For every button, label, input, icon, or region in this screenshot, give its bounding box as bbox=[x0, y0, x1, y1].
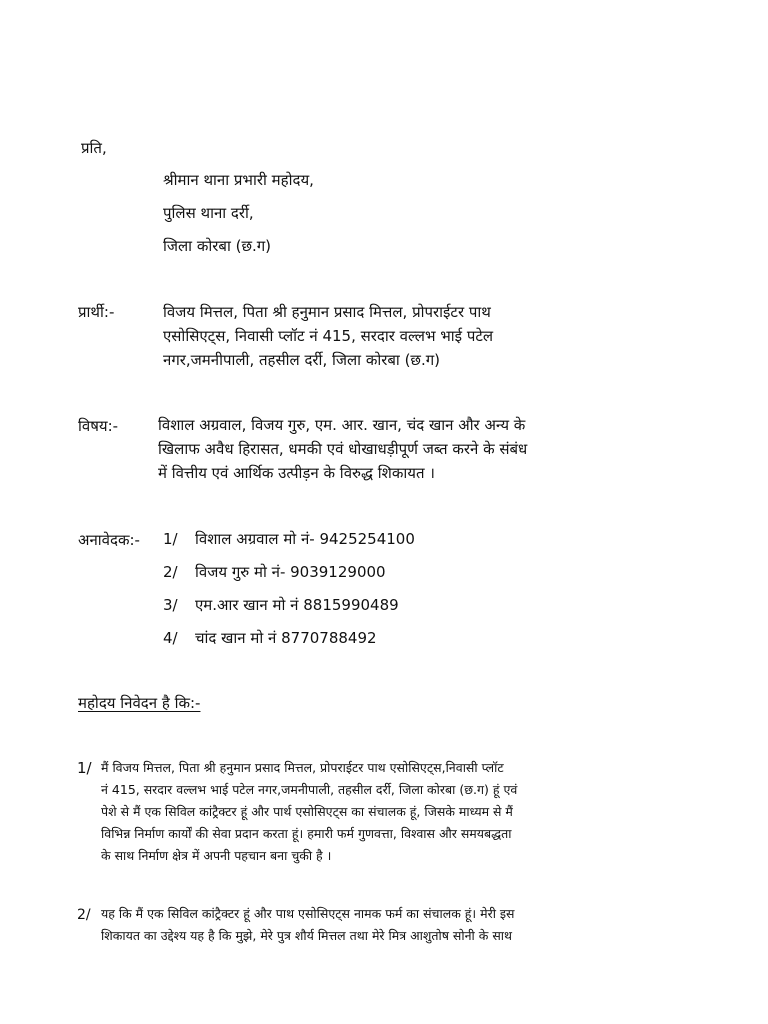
paragraph-line: शिकायत का उद्देश्य यह है कि मुझे, मेरे पुत्र शौर्य मित्तल तथा मेरे मित्र आशुतोष सोनी के साथ bbox=[101, 928, 513, 943]
address-line: पुलिस थाना दर्री, bbox=[163, 204, 254, 222]
respondent-number: 2/ bbox=[163, 563, 178, 581]
applicant-details bbox=[163, 300, 493, 372]
respondent-number: 3/ bbox=[163, 596, 178, 614]
paragraph-number: 2/ bbox=[77, 907, 91, 923]
recipient-address bbox=[163, 168, 314, 267]
respondent-item bbox=[163, 626, 415, 659]
subject-line: में वित्तीय एवं आर्थिक उत्पीड़न के विरुद्ध शिकायत । bbox=[158, 464, 435, 482]
paragraph-1 bbox=[101, 757, 517, 867]
respondent-number: 4/ bbox=[163, 629, 178, 647]
section-heading: महोदय निवेदन है कि:- bbox=[78, 694, 201, 712]
paragraph-line: नं 415, सरदार वल्लभ भाई पटेल नगर,जमनीपाली, तहसील दर्री, जिला कोरबा (छ.ग) हूं एवं bbox=[101, 782, 518, 797]
respondent-text: चांद खान मो नं 8770788492 bbox=[195, 629, 377, 647]
paragraph-line: विभिन्न निर्माण कार्यों की सेवा प्रदान करता हूं। हमारी फर्म गुणवत्ता, विश्वास और समयबद्धता bbox=[101, 826, 512, 841]
respondent-number: 1/ bbox=[163, 530, 178, 548]
respondent-item bbox=[163, 560, 415, 593]
paragraph-number: 1/ bbox=[77, 759, 92, 777]
subject-line: विशाल अग्रवाल, विजय गुरु, एम. आर. खान, चंद खान और अन्य के bbox=[158, 416, 526, 434]
paragraph-2 bbox=[101, 903, 515, 947]
paragraph-line: के साथ निर्माण क्षेत्र में अपनी पहचान बना चुकी है । bbox=[101, 848, 332, 863]
respondents-list bbox=[163, 527, 415, 659]
respondent-text: विजय गुरु मो नं- 9039129000 bbox=[195, 563, 386, 581]
paragraph-line: यह कि मैं एक सिविल कांट्रैक्टर हूं और पाथ एसोसिएट्स नामक फर्म का संचालक हूं। मेरी इस bbox=[101, 906, 515, 921]
subject-line: खिलाफ अवैध हिरासत, धमकी एवं धोखाधड़ीपूर्ण जब्त करने के संबंध bbox=[158, 440, 528, 458]
respondent-item bbox=[163, 527, 415, 560]
address-line: श्रीमान थाना प्रभारी महोदय, bbox=[163, 171, 314, 189]
subject-text bbox=[158, 413, 527, 485]
paragraph-line: मैं विजय मित्तल, पिता श्री हनुमान प्रसाद मित्तल, प्रोपराईटर पाथ एसोसिएट्स,निवासी प्लॉट bbox=[101, 760, 504, 775]
respondent-item bbox=[163, 593, 415, 626]
salutation: प्रति, bbox=[81, 139, 107, 157]
applicant-line: एसोसिएट्स, निवासी प्लॉट नं 415, सरदार वल्लभ भाई पटेल bbox=[163, 327, 494, 345]
respondents-label: अनावेदक:- bbox=[78, 531, 140, 549]
applicant-line: नगर,जमनीपाली, तहसील दर्री, जिला कोरबा (छ.ग) bbox=[163, 351, 441, 369]
subject-label: विषय:- bbox=[78, 417, 119, 435]
address-line: जिला कोरबा (छ.ग) bbox=[163, 237, 272, 255]
applicant-line: विजय मित्तल, पिता श्री हनुमान प्रसाद मित्तल, प्रोपराईटर पाथ bbox=[163, 303, 491, 321]
respondent-text: एम.आर खान मो नं 8815990489 bbox=[195, 596, 399, 614]
paragraph-line: पेशे से मैं एक सिविल कांट्रैक्टर हूं और पार्थ एसोसिएट्स का संचालक हूं, जिसके माध्यम से मैं bbox=[101, 804, 513, 819]
applicant-label: प्रार्थी:- bbox=[78, 303, 115, 321]
respondent-text: विशाल अग्रवाल मो नं- 9425254100 bbox=[195, 530, 415, 548]
